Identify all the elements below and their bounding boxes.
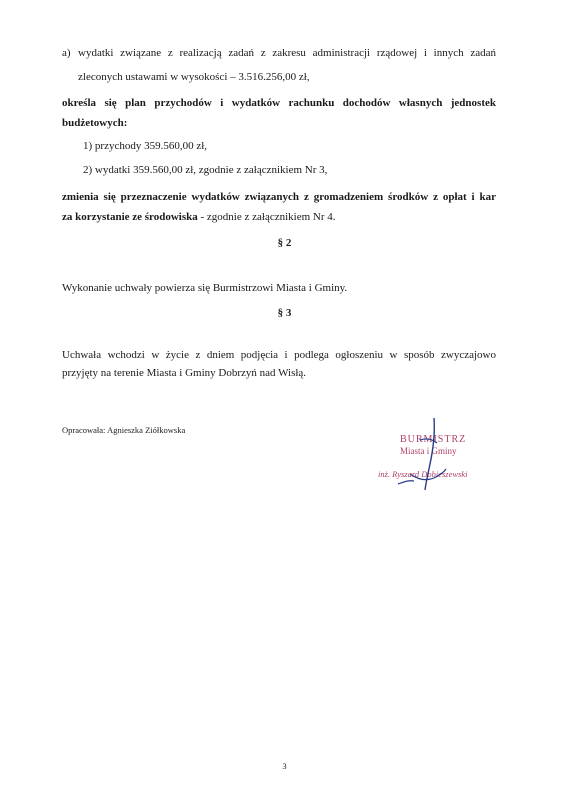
plan-heading-line1: określa się plan przychodów i wydatków rachunku dochodów własnych jednostek	[62, 97, 496, 109]
change-line2-tail: - zgodnie z załącznikiem Nr 4.	[197, 211, 336, 223]
section-3-line2: przyjęty na terenie Miasta i Gminy Dobrzyń nad Wisłą.	[62, 367, 307, 379]
stamp-subtitle: Miasta i Gminy	[400, 446, 457, 456]
item-a-line1: wydatki związane z realizacją zadań z zakresu administracji rządowej i innych zadań	[78, 47, 496, 59]
stamp-name: inż. Ryszard Dobieszewski	[378, 469, 468, 479]
item-a-line2: zleconych ustawami w wysokości – 3.516.256,00 zł,	[78, 71, 310, 83]
page-number: 3	[282, 761, 287, 771]
section-2-text: Wykonanie uchwały powierza się Burmistrzowi Miasta i Gminy.	[62, 282, 348, 294]
section-3-title: § 3	[277, 307, 292, 319]
section-2-title: § 2	[277, 237, 292, 249]
prepared-by: Opracowała: Agnieszka Ziółkowska	[62, 425, 186, 435]
plan-item-2: 2) wydatki 359.560,00 zł, zgodnie z załącznikiem Nr 3,	[83, 164, 328, 176]
signature	[390, 412, 480, 502]
change-line1: zmienia się przeznaczenie wydatków związanych z gromadzeniem środków z opłat i kar	[62, 191, 496, 203]
section-3-line1: Uchwała wchodzi w życie z dniem podjęcia i podlega ogłoszeniu w sposób zwyczajowo	[62, 349, 496, 361]
change-line2	[62, 210, 336, 224]
plan-item-1: 1) przychody 359.560,00 zł,	[83, 140, 208, 152]
change-line2-bold: za korzystanie ze środowiska	[62, 211, 198, 223]
stamp-title: BURMISTRZ	[400, 434, 467, 445]
plan-heading-line2: budżetowych:	[62, 117, 128, 129]
item-a-marker: a)	[62, 47, 71, 59]
